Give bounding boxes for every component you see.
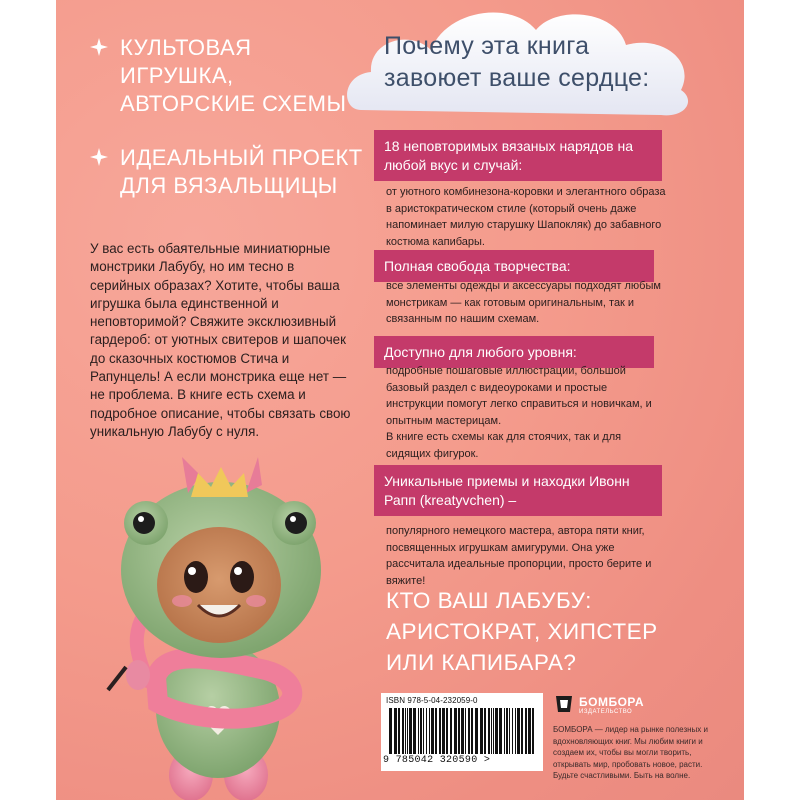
barcode (381, 693, 543, 771)
feature-text-part: подробные пошаговые иллюстрации, большой базовый раздел с видеоуроками и простые инструкции помогут легко справиться и новичкам, и опытным мастерицам. (386, 365, 652, 427)
feature-heading: Уникальные приемы и находки Ивонн Рапп (kreatyvchen) – (374, 465, 662, 516)
bullet-item (86, 144, 366, 200)
publisher-description: БОМБОРА — лидер на рынке полезных и вдохновляющих книг. Мы любим книги и создаем их, чтобы вы могли творить, открывать мир, пробовать новое, расти. Будьте счастливыми. Быть на волне. (553, 725, 708, 780)
diamond-bullet-icon (90, 148, 108, 166)
bullet-item (86, 34, 366, 118)
slogan-line: КТО ВАШ ЛАБУБУ: (386, 588, 592, 613)
book-back-cover (56, 0, 744, 800)
barcode-digits: 9 785042 320590 > (383, 755, 491, 766)
feature-text: от уютного комбинезона-коровки и элегантного образа в аристократическом стиле (который очень даже напоминает милую старушку Шапокляк) до забавного костюма капибары. (386, 186, 666, 248)
feature-heading: Доступно для любого уровня: (374, 336, 654, 368)
feature-text: популярного немецкого мастера, автора пяти книг, посвященных игрушкам амигуруми. Она уже рассчитала идеальные пропорции, просто берите и вяжите! (386, 525, 652, 587)
feature-text: все элементы одежды и аксессуары подходят любым монстрикам — как готовым оригинальным, так и связанным по нашим схемам. (386, 280, 661, 325)
publisher-subtitle: ИЗДАТЕЛЬСТВО (579, 709, 633, 715)
why-title-line: Почему эта книга (384, 32, 590, 60)
slogan (386, 585, 726, 678)
bullet-text: КУЛЬТОВАЯ ИГРУШКА, АВТОРСКИЕ СХЕМЫ (120, 35, 347, 116)
feature-heading: 18 неповторимых вязаных нарядов на любой вкус и случай: (374, 130, 662, 181)
barcode-bars (389, 708, 535, 754)
intro-paragraph: У вас есть обаятельные миниатюрные монстрики Лабубу, но им тесно в серийных образах? Хотите, чтобы ваша игрушка была единственной и неповторимой? Свяжите эксклюзивный гардероб: от уютных свитеров и шапочек до сказочных костюмов Стича и Рапунцель! А если монстрика еще нет — не проблема. В книге есть схема и подробное описание, чтобы связать свою уникальную Лабубу с нуля. (90, 241, 351, 439)
bullet-text: ИДЕАЛЬНЫЙ ПРОЕКТ ДЛЯ ВЯЗАЛЬЩИЦЫ (120, 145, 363, 198)
feature-heading: Полная свобода творчества: (374, 250, 654, 282)
why-title-line: завоюет ваше сердце: (384, 64, 650, 92)
bullet-list (86, 34, 366, 226)
why-title (384, 30, 684, 94)
slogan-line: ИЛИ КАПИБАРА? (386, 650, 577, 675)
crochet-toy-illustration (96, 445, 346, 800)
publisher-name: БОМБОРА (579, 695, 645, 709)
isbn-number: ISBN 978-5-04-232059-0 (386, 696, 478, 705)
feature-text (386, 363, 666, 462)
slogan-line: АРИСТОКРАТ, ХИПСТЕР (386, 619, 658, 644)
diamond-bullet-icon (90, 38, 108, 56)
publisher-logo-icon (553, 694, 575, 714)
feature-text-part: В книге есть схемы как для стоячих, так и для сидящих фигурок. (386, 431, 622, 460)
